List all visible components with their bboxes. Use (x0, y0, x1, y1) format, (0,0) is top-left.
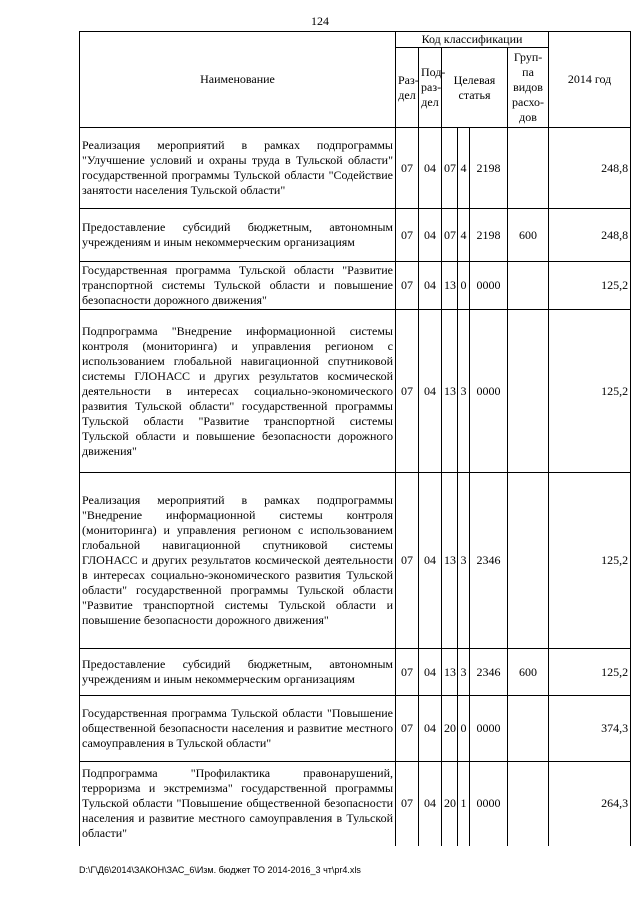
table-row (80, 310, 631, 473)
row-group (508, 128, 549, 209)
header-name: Наименование (80, 32, 396, 128)
row-podrazdel: 04 (419, 128, 442, 209)
row-name: Реализация мероприятий в рамках подпрограммы "Внедрение информационной системы контроля (мониторинга) и управления регионом с использованием глобальной навигационной спутниковой системы ГЛОНАСС и других результатов космической деятельности в интересах социально-экономического развития Тульской области" государственной программы Тульской области "Развитие транспортной системы Тульской области и повышение безопасности дорожного движения" (80, 473, 396, 649)
row-group (508, 762, 549, 846)
row-name: Реализация мероприятий в рамках подпрограммы "Улучшение условий и охраны труда в Тульской области" государственной программы Тульской области "Содействие занятости населения Тульской области" (80, 128, 396, 209)
header-subsection: Под- раз- дел (419, 48, 442, 128)
row-name: Предоставление субсидий бюджетным, автономным учреждениям и иным некоммерческим организациям (80, 649, 396, 696)
row-podrazdel: 04 (419, 209, 442, 262)
header-code: Код классификации (396, 32, 549, 48)
row-name: Государственная программа Тульской области "Развитие транспортной системы Тульской области и повышение безопасности дорожного движения" (80, 262, 396, 310)
row-razdel: 07 (396, 696, 419, 762)
row-name: Государственная программа Тульской области "Повышение общественной безопасности населения и развитие местного самоуправления в Тульской области" (80, 696, 396, 762)
row-razdel: 07 (396, 473, 419, 649)
row-podrazdel: 04 (419, 310, 442, 473)
row-name: Подпрограмма "Профилактика правонарушений, терроризма и экстремизма" государственной программы Тульской области "Повышение общественной безопасности населения и развитие местного самоуправления в Тульской области" (80, 762, 396, 846)
row-cs2: 3 (458, 473, 470, 649)
row-amount: 125,2 (549, 262, 631, 310)
row-razdel: 07 (396, 128, 419, 209)
row-podrazdel: 04 (419, 473, 442, 649)
row-razdel: 07 (396, 209, 419, 262)
row-amount: 125,2 (549, 473, 631, 649)
header-target: Целевая статья (442, 48, 508, 128)
row-group: 600 (508, 649, 549, 696)
header-year: 2014 год (549, 32, 631, 128)
footer-file-path: D:\Г\Д6\2014\ЗАКОН\ЗАС_6\Изм. бюджет ТО 2014-2016_3 чт\pr4.xls (79, 865, 361, 875)
row-amount: 125,2 (549, 649, 631, 696)
row-razdel: 07 (396, 649, 419, 696)
row-cs2: 0 (458, 696, 470, 762)
row-cs1: 07 (442, 128, 458, 209)
row-cs3: 2346 (470, 649, 508, 696)
row-razdel: 07 (396, 310, 419, 473)
row-cs3: 0000 (470, 310, 508, 473)
page-number: 124 (311, 14, 329, 28)
row-cs1: 20 (442, 696, 458, 762)
table-row (80, 262, 631, 310)
table-row (80, 696, 631, 762)
row-group (508, 310, 549, 473)
row-amount: 125,2 (549, 310, 631, 473)
row-group: 600 (508, 209, 549, 262)
row-podrazdel: 04 (419, 649, 442, 696)
table-row (80, 473, 631, 649)
row-cs2: 3 (458, 310, 470, 473)
row-podrazdel: 04 (419, 262, 442, 310)
table-row (80, 649, 631, 696)
row-amount: 374,3 (549, 696, 631, 762)
header-section: Раз- дел (396, 48, 419, 128)
row-cs1: 13 (442, 262, 458, 310)
row-cs2: 3 (458, 649, 470, 696)
row-cs1: 13 (442, 649, 458, 696)
row-cs1: 13 (442, 310, 458, 473)
row-cs1: 13 (442, 473, 458, 649)
row-cs3: 2346 (470, 473, 508, 649)
table-row (80, 128, 631, 209)
row-cs3: 0000 (470, 696, 508, 762)
header-group: Груп- па видов расхо- дов (508, 48, 549, 128)
row-cs3: 2198 (470, 128, 508, 209)
row-razdel: 07 (396, 762, 419, 846)
row-name: Подпрограмма "Внедрение информационной системы контроля (мониторинга) и управления регионом с использованием глобальной навигационной спутниковой системы ГЛОНАСС и других результатов космической деятельности в интересах социально-экономического развития Тульской области" государственной программы Тульской области "Развитие транспортной системы Тульской области и повышение безопасности дорожного движения" (80, 310, 396, 473)
row-cs1: 20 (442, 762, 458, 846)
row-amount: 248,8 (549, 128, 631, 209)
row-name: Предоставление субсидий бюджетным, автономным учреждениям и иным некоммерческим организациям (80, 209, 396, 262)
row-amount: 264,3 (549, 762, 631, 846)
budget-table (79, 31, 631, 846)
row-cs2: 4 (458, 209, 470, 262)
row-cs2: 4 (458, 128, 470, 209)
row-group (508, 696, 549, 762)
row-cs1: 07 (442, 209, 458, 262)
row-amount: 248,8 (549, 209, 631, 262)
row-razdel: 07 (396, 262, 419, 310)
row-cs2: 1 (458, 762, 470, 846)
row-cs2: 0 (458, 262, 470, 310)
row-cs3: 0000 (470, 762, 508, 846)
row-group (508, 262, 549, 310)
row-cs3: 2198 (470, 209, 508, 262)
row-group (508, 473, 549, 649)
row-podrazdel: 04 (419, 762, 442, 846)
row-cs3: 0000 (470, 262, 508, 310)
table-row (80, 762, 631, 846)
table-row (80, 209, 631, 262)
row-podrazdel: 04 (419, 696, 442, 762)
